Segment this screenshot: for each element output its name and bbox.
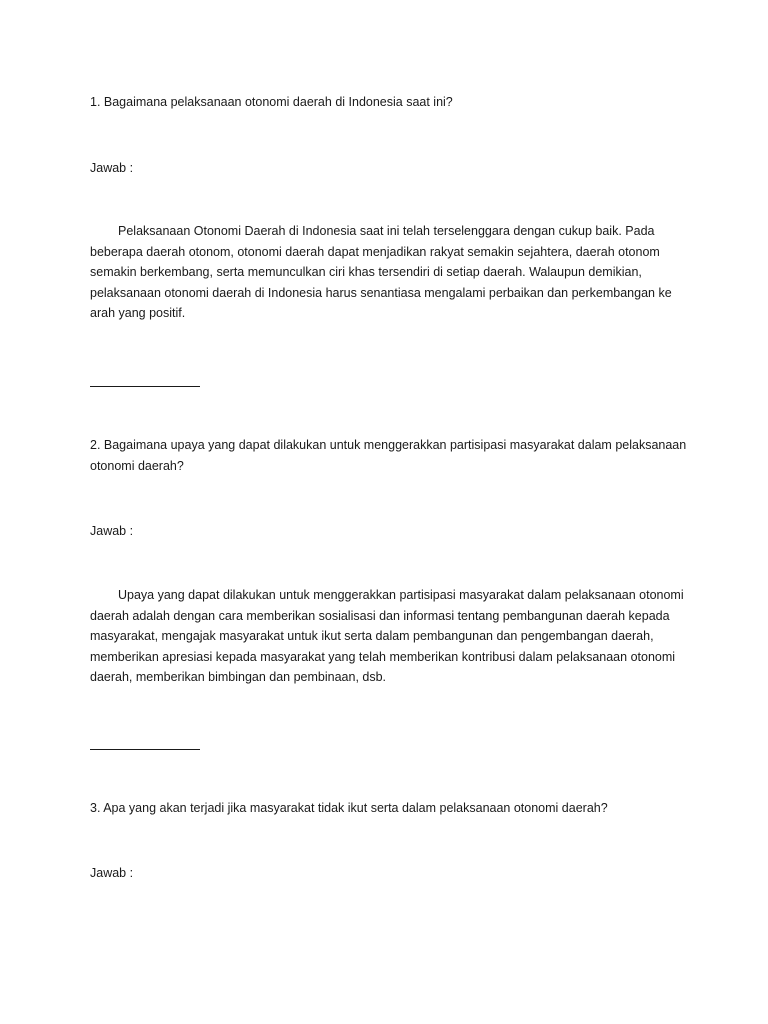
section-divider-2 [90, 749, 200, 750]
answer-label-2: Jawab : [90, 524, 134, 538]
question-2: 2. Bagaimana upaya yang dapat dilakukan untuk menggerakkan partisipasi masyarakat dalam pelaksanaan otonomi daerah? [90, 438, 687, 473]
answer-label-1: Jawab : [90, 161, 134, 175]
answer-1: Pelaksanaan Otonomi Daerah di Indonesia saat ini telah terselenggara dengan cukup baik. Pada beberapa daerah otonom, otonomi daerah dapat menjadikan rakyat semakin sejahtera, daerah otonom semakin berkembang, serta memunculkan ciri khas tersendiri di setiap daerah. Walaupun demikian, pelaksanaan otonomi daerah di Indonesia harus senantiasa mengalami perbaikan dan perkembangan ke arah yang positif. [90, 224, 672, 320]
answer-2: Upaya yang dapat dilakukan untuk menggerakkan partisipasi masyarakat dalam pelaksanaan otonomi daerah adalah dengan cara memberikan sosialisasi dan informasi tentang pembangunan daerah kepada masyarakat, mengajak masyarakat untuk ikut serta dalam pembangunan dan pengembangan daerah, memberikan apresiasi kepada masyarakat yang telah memberikan kontribusi dalam pelaksanaan otonomi daerah, memberikan bimbingan dan pembinaan, dsb. [90, 588, 684, 684]
section-divider-1 [90, 386, 200, 387]
question-3: 3. Apa yang akan terjadi jika masyarakat tidak ikut serta dalam pelaksanaan otonomi daerah? [90, 801, 608, 815]
answer-label-3: Jawab : [90, 866, 134, 880]
question-1: 1. Bagaimana pelaksanaan otonomi daerah di Indonesia saat ini? [90, 95, 453, 109]
